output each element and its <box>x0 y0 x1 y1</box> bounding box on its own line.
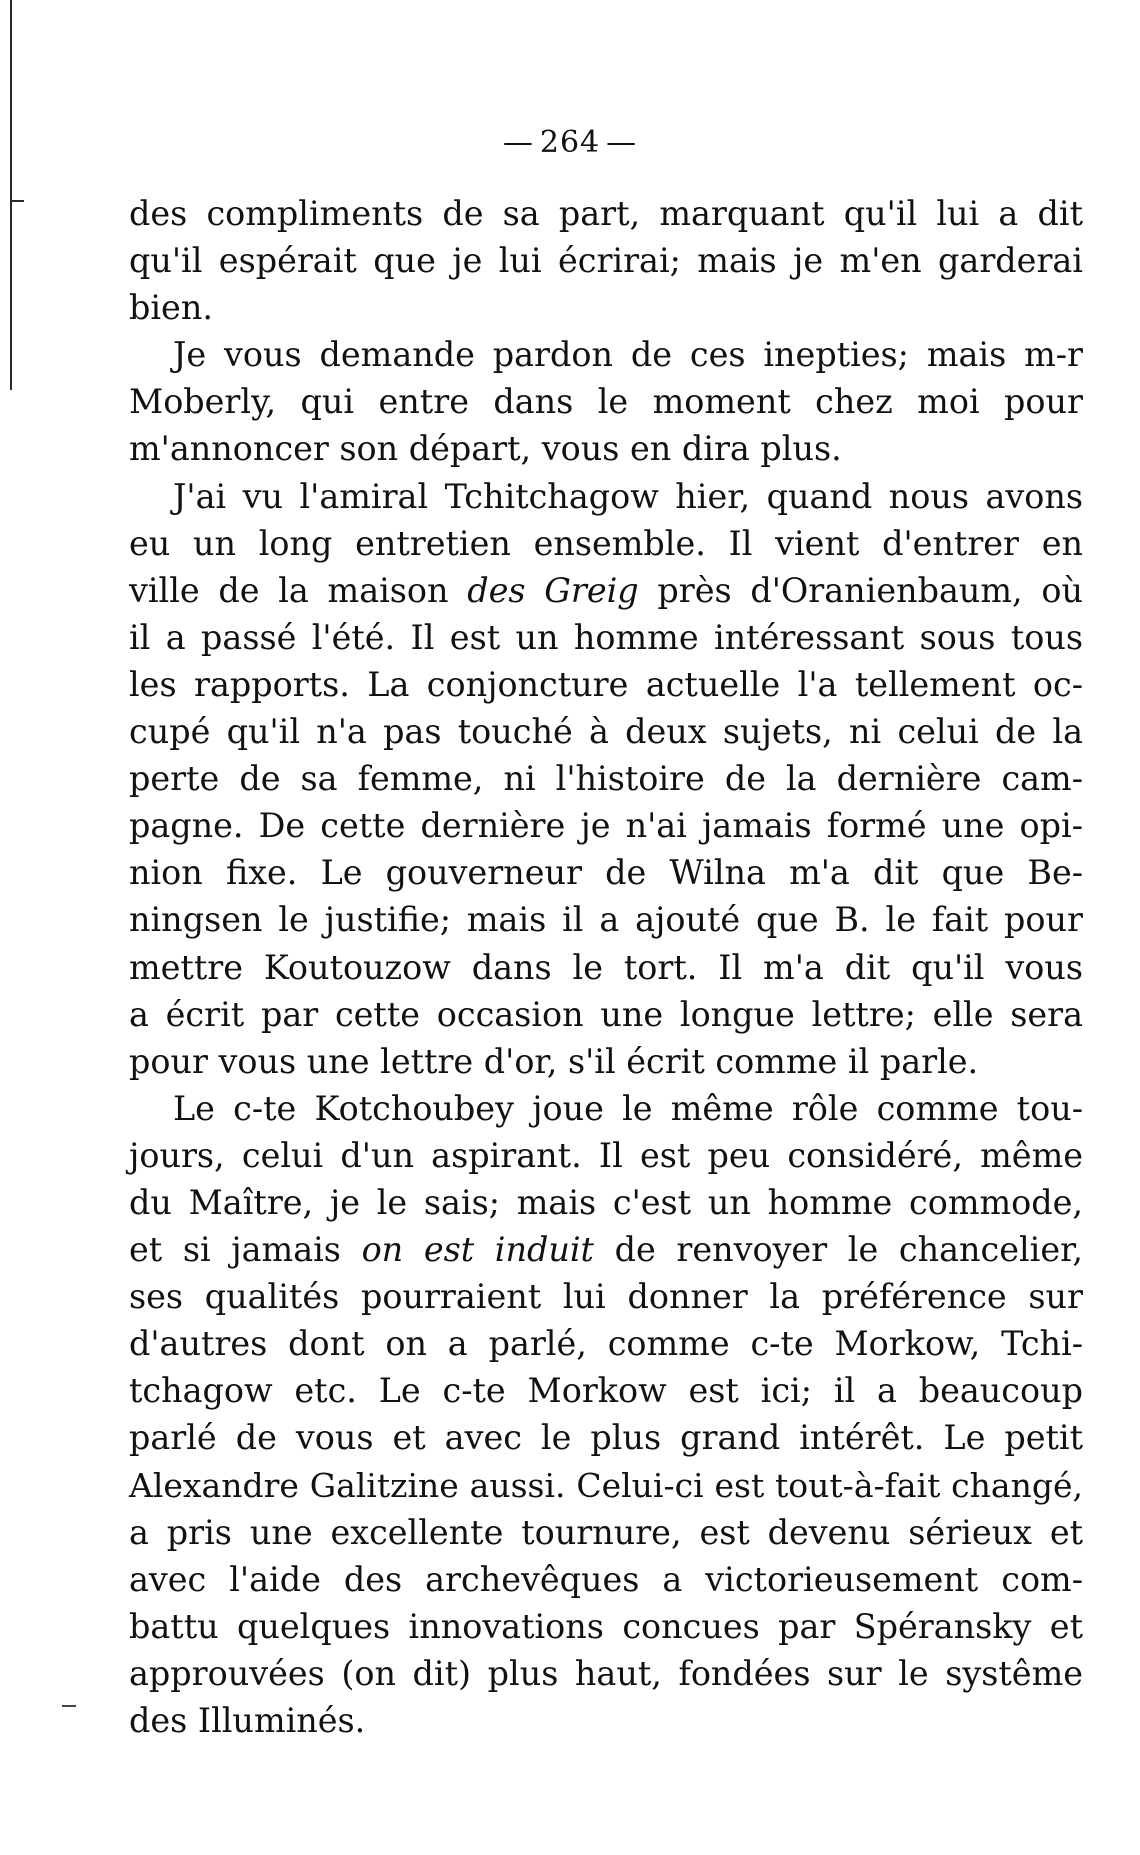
text-line: nion fixe. Le gouverneur de Wilna m'a dit que Be- <box>129 853 1083 893</box>
body-text <box>129 190 1083 1744</box>
page-number <box>0 125 1140 160</box>
text-line: et si jamais on est induit de renvoyer le chancelier, <box>129 1230 1083 1270</box>
text-line: des compliments de sa part, marquant qu'il lui a dit <box>129 194 1083 233</box>
italic-text: des Greig <box>467 570 639 610</box>
text-line: il a passé l'été. Il est un homme intéressant sous tous <box>129 617 1083 657</box>
text-line: a pris une excellente tournure, est devenu sérieux et <box>129 1512 1083 1552</box>
text-line: ville de la maison des Greig près d'Oranienbaum, où <box>129 570 1083 610</box>
text-line: les rapports. La conjoncture actuelle l'a tellement oc- <box>129 664 1083 704</box>
text-line: jours, celui d'un aspirant. Il est peu considéré, même <box>129 1135 1083 1175</box>
text-line: des Illuminés. <box>129 1701 366 1740</box>
text-line: ningsen le justifie; mais il a ajouté que B. le fait pour <box>129 900 1083 940</box>
text-line: d'autres dont on a parlé, comme c-te Morkow, Tchi- <box>129 1324 1083 1364</box>
text-line: parlé de vous et avec le plus grand intérêt. Le petit <box>129 1418 1083 1458</box>
text-line: mettre Koutouzow dans le tort. Il m'a dit qu'il vous <box>129 947 1083 987</box>
text-line: approuvées (on dit) plus haut, fondées sur le systême <box>129 1653 1083 1693</box>
text-line: cupé qu'il n'a pas touché à deux sujets, ni celui de la <box>129 712 1083 752</box>
text-line: Alexandre Galitzine aussi. Celui-ci est tout-à-fait changé, <box>129 1465 1083 1505</box>
text-line: tchagow etc. Le c-te Morkow est ici; il a beaucoup <box>129 1371 1083 1411</box>
margin-rule <box>10 0 12 390</box>
text-line: qu'il espérait que je lui écrirai; mais je m'en garderai <box>129 241 1083 281</box>
margin-dash <box>62 1705 76 1707</box>
margin-tick <box>10 200 24 202</box>
italic-text: on est induit <box>361 1230 594 1270</box>
text-line: a écrit par cette occasion une longue lettre; elle sera <box>129 994 1083 1034</box>
page-number-prefix: — <box>502 125 534 160</box>
text-line: Moberly, qui entre dans le moment chez moi pour <box>129 382 1083 422</box>
text-line: Je vous demande pardon de ces inepties; mais m-r <box>173 335 1083 375</box>
text-line: Le c-te Kotchoubey joue le même rôle comme tou- <box>173 1088 1083 1128</box>
page-number-suffix: — <box>606 125 638 160</box>
text-line: avec l'aide des archevêques a victorieusement com- <box>129 1559 1083 1599</box>
text-line: ses qualités pourraient lui donner la préférence sur <box>129 1277 1083 1317</box>
text-line: pagne. De cette dernière je n'ai jamais formé une opi- <box>129 806 1083 846</box>
text-line: battu quelques innovations concues par Spéransky et <box>129 1606 1083 1646</box>
text-line: J'ai vu l'amiral Tchitchagow hier, quand nous avons <box>173 476 1083 516</box>
text-line: eu un long entretien ensemble. Il vient d'entrer en <box>129 523 1083 563</box>
page-number-value: 264 <box>539 125 601 160</box>
text-line: perte de sa femme, ni l'histoire de la dernière cam- <box>129 759 1083 799</box>
text-line: du Maître, je le sais; mais c'est un homme commode, <box>129 1182 1083 1222</box>
text-line: bien. <box>129 288 213 328</box>
text-line: m'annoncer son départ, vous en dira plus. <box>129 429 842 469</box>
text-line: pour vous une lettre d'or, s'il écrit comme il parle. <box>129 1041 979 1081</box>
